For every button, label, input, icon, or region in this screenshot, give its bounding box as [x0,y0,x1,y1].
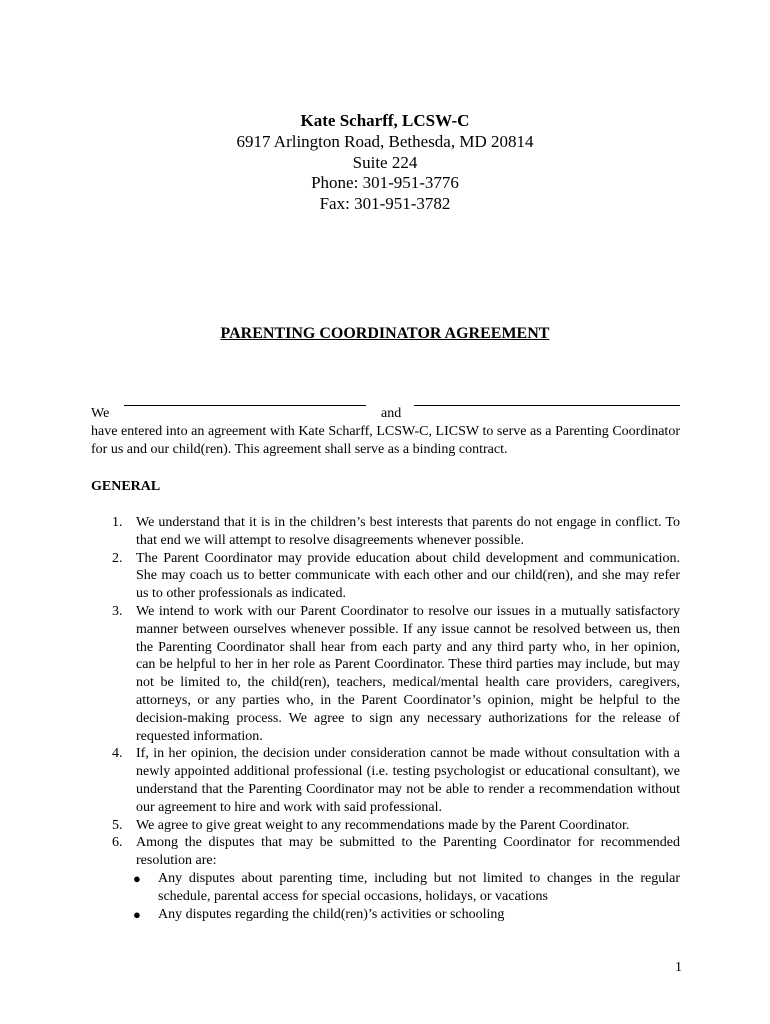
sub-item-text: Any disputes regarding the child(ren)’s activities or schooling [158,906,505,922]
item-number: 2. [112,550,123,566]
page-number: 1 [675,960,682,975]
bullet-icon: ● [133,870,141,886]
sub-list-item [91,906,680,924]
item-text: The Parent Coordinator may provide education about child development and communication. She may coach us to better communicate with each other and our child(ren), and she may refer us to other professionals as indicated. [136,550,680,602]
item-text: We agree to give great weight to any recommendations made by the Parent Coordinator. [136,817,630,833]
parties-line [91,405,680,423]
general-heading: GENERAL [91,479,161,494]
we-label: We [91,406,110,421]
item-number: 1. [112,515,123,530]
sub-list-item [91,870,680,906]
general-list [91,514,680,923]
item-text: We understand that it is in the children’s best interests that parents do not engage in conflict. To that end we will attempt to resolve disagreements whenever possible. [136,515,680,548]
list-item [91,603,680,745]
bullet-icon: ● [133,906,141,922]
list-item [91,550,680,603]
item-text: Among the disputes that may be submitted to the Parenting Coordinator for recommended resolution are: [136,835,680,869]
item-text: We intend to work with our Parent Coordinator to resolve our issues in a mutually satisfactory manner between ourselves whenever possible. If any issue cannot be resolved between us, then the Parenting Coordinator shall hear from each party and any third party who, in her opinion, can be helpful to her in her role as Parent Coordinator. These third parties may include, but may not be limited to, the child(ren), teachers, medical/mental health care providers, caregivers, attorneys, or any parties who, in the Parent Coordinator’s opinion, might be helpful to the decision-making process. We agree to sign any necessary authorizations for the release of requested information. [136,603,680,744]
party-two-blank [414,405,680,406]
list-item [91,745,680,816]
party-one-blank [124,405,366,406]
item-text: If, in her opinion, the decision under consideration cannot be made without consultation with a newly appointed additional professional (i.e. testing psychologist or educational consultant), we understand that the Parenting Coordinator may not be able to render a recommendation without our agreement to hire and work with said professional. [136,746,680,815]
document-title: PARENTING COORDINATOR AGREEMENT [220,325,550,342]
provider-address: 6917 Arlington Road, Bethesda, MD 20814 [236,131,534,151]
and-label: and [381,406,402,421]
letterhead [0,111,770,215]
provider-suite: Suite 224 [352,152,418,172]
item-number: 3. [112,603,123,619]
item-number: 4. [112,746,123,762]
provider-name: Kate Scharff, LCSW-C [300,111,470,130]
sub-item-text: Any disputes about parenting time, including but not limited to changes in the regular schedule, parental access for special occasions, holidays, or vacations [158,870,680,904]
item-number: 6. [112,835,123,851]
provider-fax: Fax: 301-951-3782 [319,194,451,214]
item-number: 5. [112,817,123,833]
list-item [91,514,680,550]
intro-paragraph [91,405,680,459]
list-item [91,834,680,870]
intro-text: have entered into an agreement with Kate Scharff, LCSW-C, LICSW to serve as a Parenting Coordinator for us and our child(ren). This agreement shall serve as a binding contract. [91,424,680,457]
provider-phone: Phone: 301-951-3776 [311,173,459,193]
list-item [91,817,680,835]
